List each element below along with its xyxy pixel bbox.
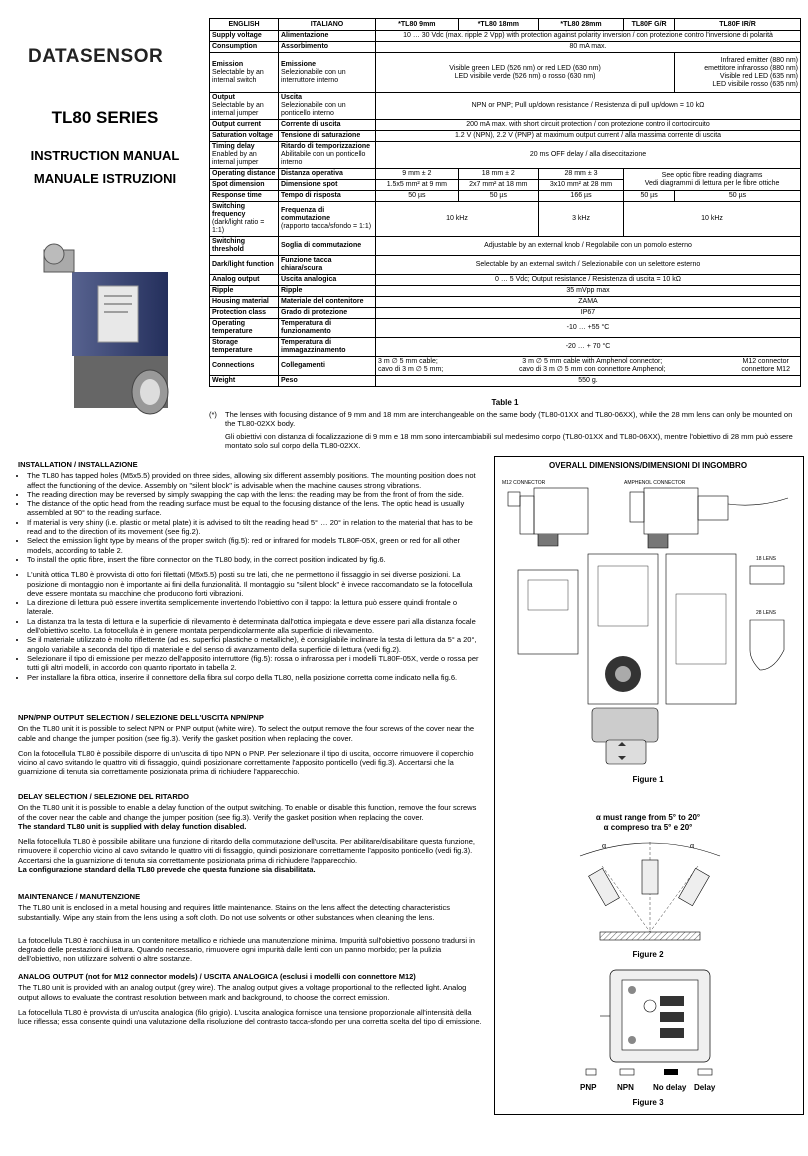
spec-table <box>209 18 801 387</box>
list-item: • The reading direction may be reversed by simply swapping the cap with the lens: the reading may be from the front of from the side. <box>27 490 484 499</box>
row-value: ZAMA <box>376 297 801 308</box>
datasensor-logo <box>28 46 163 68</box>
row-label-en: Operating distance <box>210 169 279 180</box>
row-label-it: Tempo di risposta <box>279 191 376 202</box>
installation-it-list <box>18 570 484 682</box>
table-row <box>210 256 801 275</box>
table-row <box>210 93 801 120</box>
row-label-it: Ripple <box>279 286 376 297</box>
table-row <box>210 297 801 308</box>
value-fibre: 10 kHz <box>624 202 801 237</box>
row-label-en: Spot dimension <box>210 180 279 191</box>
row-label-en <box>210 53 279 93</box>
lens28-label: 28 LENS <box>756 610 777 616</box>
row-label-it <box>279 202 376 237</box>
table-row <box>210 376 801 387</box>
table-row <box>210 202 801 237</box>
value-28mm: 3x10 mm² at 28 mm <box>538 180 623 191</box>
label-sub: (dark/light ratio = 1:1) <box>212 219 265 234</box>
table-note <box>209 410 801 454</box>
note-it: Gli obiettivi con distanza di focalizzazione di 9 mm e 18 mm sono intercambiabili sul medesimo corpo (TL80-01XX and TL80-06XX), mentre l'obiettivo di 28 mm può essere montato solo sul corpo della TL80-02XX. <box>225 432 793 450</box>
row-label-it: Tensione di saturazione <box>279 131 376 142</box>
row-label-en: Weight <box>210 376 279 387</box>
row-label-en <box>210 202 279 237</box>
table-row <box>210 191 801 202</box>
value-line: cavo di 3 m ∅ 5 mm con connettore Amphenol; <box>519 366 666 373</box>
row-label-it <box>279 53 376 93</box>
conn-cable <box>378 358 443 374</box>
series-title: TL80 SERIES <box>51 108 159 127</box>
figure2-drawing <box>560 836 740 946</box>
alpha-range-it: α compreso tra 5° e 20° <box>603 823 693 832</box>
delay-label: Delay <box>694 1083 716 1092</box>
row-value <box>376 53 675 93</box>
list-item: • Selezionare il tipo di emissione per mezzo dell'apposito interruttore (fig.5): rossa o infrarossa per i modelli TL80F-05X, verde o rossa per tutti gli altri modelli, in accordo con quanto riportato in tabella 2. <box>27 654 484 673</box>
label-main: Switching frequency <box>212 203 246 218</box>
value-line: LED visibile rosso (635 nm) <box>712 80 798 88</box>
row-label-en <box>210 93 279 120</box>
row-value: Selectable by an external switch / Selezionabile con un selettore esterno <box>376 256 801 275</box>
row-value: 20 ms OFF delay / alla diseccitazione <box>376 142 801 169</box>
row-label-en <box>210 142 279 169</box>
row-label-it: Distanza operativa <box>279 169 376 180</box>
value-9mm: 9 mm ± 2 <box>376 169 459 180</box>
label-sub: Enabled by an internal jumper <box>212 151 259 166</box>
table-row <box>210 308 801 319</box>
row-label-it: Soglia di commutazione <box>279 237 376 256</box>
value-28mm: 28 mm ± 3 <box>538 169 623 180</box>
list-item: • L'unità ottica TL80 è provvista di otto fori filettati (M5x5.5) posti su tre lati, che ne permettono il fissaggio in sei diverse posizioni. La posizione di montaggio non è importante ai fini della funzionalità. Il montaggio su "silent block" è invece raccomandato se la fotocellula deve essere montata su macchine che producono forti vibrazioni. <box>27 570 484 598</box>
value-9-18mm: 10 kHz <box>376 202 539 237</box>
row-label-en: Protection class <box>210 308 279 319</box>
row-label-en: Ripple <box>210 286 279 297</box>
row-label-en: Saturation voltage <box>210 131 279 142</box>
conn-m12 <box>741 358 798 374</box>
row-label-en: Connections <box>210 357 279 376</box>
product-photo <box>28 232 188 422</box>
table-row <box>210 31 801 42</box>
paragraph-it: La fotocellula TL80 è racchiusa in un contenitore metallico e richiede una manutenzione minima. Impurità sull'obiettivo possono tradursi in degrado delle prestazioni di lettura. Quando necessario, rimuovere ogni impurità dalle lenti con un panno morbido; per la pulizia dell'obiettivo, non utilizzare solventi o altre sostanze. <box>18 935 475 964</box>
label-sub: Abilitabile con un ponticello interno <box>281 151 366 166</box>
label-sub: Selezionabile con un interruttore interno <box>281 68 346 84</box>
col-firr: TL80F IR/R <box>675 19 801 31</box>
table-row <box>210 120 801 131</box>
list-item: • Per installare la fibra ottica, inserire il connettore della fibra sul corpo della TL80, nella posizione corretta come indicato nella fig.6. <box>27 673 484 682</box>
table-row <box>210 42 801 53</box>
manual-title-en: INSTRUCTION MANUAL <box>30 148 180 163</box>
label-sub: Selezionabile con un ponticello interno <box>281 102 346 117</box>
row-label-it: Materiale del contenitore <box>279 297 376 308</box>
value-line: 3 m ∅ 5 mm cable; <box>378 358 438 365</box>
list-item: • La distanza tra la testa di lettura e la superficie di rilevamento è determinata dall'ottica impiegata e deve essere pari alla distanza focale dell'obiettivo scelto. La fotocellula è in genere montata perpendicolarmente alla superficie di rilevamento. <box>27 617 484 636</box>
section-title: MAINTENANCE / MANUTENZIONE <box>18 892 141 901</box>
table-row <box>210 169 801 180</box>
npn-section <box>18 713 484 780</box>
value-firr: 50 µs <box>675 191 801 202</box>
label-main: Frequenza di commutazione <box>281 207 331 222</box>
paragraph-it: Con la fotocellula TL80 è possibile disporre di un'uscita di tipo NPN o PNP. Per selezionare il tipo di uscita, occorre rimuovere il coperchio vicino al cavo svitando le quattro viti di fissaggio, quindi posizionare correttamente l'apposito ponticello (vedi fig.3). Accertarsi che la guarnizione di tenuta sia correttamente posizionata prima di richiudere l'apparecchio. <box>18 748 474 777</box>
value-line: Visible red LED (635 nm) <box>719 72 798 80</box>
value-line: cavo di 3 m ∅ 5 mm; <box>378 366 444 373</box>
col-fgr: TL80F G/R <box>624 19 675 31</box>
row-value: 80 mA max. <box>376 42 801 53</box>
pnp-label: PNP <box>580 1083 597 1092</box>
paragraph-it: La fotocellula TL80 è provvista di un'uscita analogica (filo grigio). L'uscita analogica fornisce una tensione proporzionale all'intensità della luce riflessa; essa consente quindi una valutazione della risoluzione del contrasto tacca-sfondo per una corretta scelta del tipo di emissione. <box>18 1007 482 1027</box>
figure2-caption: Figure 2 <box>632 950 664 959</box>
value-18mm: 2x7 mm² at 18 mm <box>458 180 538 191</box>
value-28mm: 3 kHz <box>538 202 623 237</box>
list-item: • Select the emission light type by means of the proper switch (fig.5): red or infrared for models TL80F-05X, green or red for all other models, according to table 2. <box>27 536 484 555</box>
value-9mm: 50 µs <box>376 191 459 202</box>
amphenol-label: AMPHENOL CONNECTOR <box>624 480 686 486</box>
alpha-right: α <box>690 841 695 850</box>
section-title: ANALOG OUTPUT (not for M12 connector models) / USCITA ANALOGICA (esclusi i modelli con connettore M12) <box>18 972 416 981</box>
row-value <box>376 357 801 376</box>
note-en: The lenses with focusing distance of 9 mm and 18 mm are interchangeable on the same body (TL80-01XX and TL80-06XX), while the 28 mm lens can only be mounted on the TL80-02XX body. <box>225 410 793 428</box>
row-value: 10 … 30 Vdc (max. ripple 2 Vpp) with protection against polarity inversion / con protezione contro l'inversione di polarità <box>376 31 801 42</box>
figure1-drawing <box>498 474 798 770</box>
list-item: • If material is very shiny (i.e. plastic or metal plate) it is advised to tilt the reading head 5° … 20° in relation to the material that has to be read and to the direction of its movement (see fig.2). <box>27 518 484 537</box>
list-item: • Se il materiale utilizzato è molto riflettente (ad es. superfici plastiche o metalliche), è consigliabile inclinare la testa di lettura da 5° a 20°, angolo variabile a seconda del tipo di materiale e del senso di avanzamento della superficie di lettura (vedi fig.2). <box>27 635 484 654</box>
row-label-it: Dimensione spot <box>279 180 376 191</box>
delay-section <box>18 792 484 877</box>
col-18mm: *TL80 18mm <box>458 19 538 31</box>
section-title: DELAY SELECTION / SELEZIONE DEL RITARDO <box>18 792 189 801</box>
label-main: Output <box>212 94 235 101</box>
label-sub: (rapporto tacca/sfondo = 1:1) <box>281 223 372 230</box>
row-label-it: Assorbimento <box>279 42 376 53</box>
label-main: Ritardo di temporizzazione <box>281 143 371 150</box>
row-label-en: Switching threshold <box>210 237 279 256</box>
label-sub: Selectable by an internal switch <box>212 68 264 84</box>
row-label-it: Temperatura di funzionamento <box>279 319 376 338</box>
value-9mm: 1.5x5 mm² at 9 mm <box>376 180 459 191</box>
value-28mm: 166 µs <box>538 191 623 202</box>
lens18-label: 18 LENS <box>756 556 777 562</box>
analog-section <box>18 972 484 1029</box>
table-header-row <box>210 19 801 31</box>
paragraph-en: On the TL80 unit it is possible to enable a delay function of the output switching. To enable or disable this function, remove the four screws of the cover near the cable and change the jumper position (see fig.3). Verify the gasket position when replacing the cover. <box>18 803 477 822</box>
row-label-en: Dark/light function <box>210 256 279 275</box>
logo-text: DATASENSOR <box>28 46 164 67</box>
figure2-label <box>494 813 802 833</box>
row-label-it: Collegamenti <box>279 357 376 376</box>
row-value: 0 … 5 Vdc; Output resistance / Resistenza di uscita = 10 kΩ <box>376 275 801 286</box>
value-line: connettore M12 <box>741 366 790 373</box>
row-label-it: Temperatura di immagazzinamento <box>279 338 376 357</box>
table-caption: Table 1 <box>491 398 519 407</box>
row-label-it: Corrente di uscita <box>279 120 376 131</box>
npn-label: NPN <box>617 1083 634 1092</box>
row-value: 1.2 V (NPN), 2.2 V (PNP) at maximum output current / alla massima corrente di uscita <box>376 131 801 142</box>
list-item: • The TL80 has tapped holes (M5x5.5) provided on three sides, allowing six different assembly positions. The mounting position does not affect the functioning of the device. Assembly on "silent block" is advisable when the machine causes strong vibrations. <box>27 471 484 490</box>
list-item: • To install the optic fibre, insert the fibre connector on the TL80 body, in the correct position indicated by fig.6. <box>27 555 484 564</box>
table-row <box>210 142 801 169</box>
col-italiano: ITALIANO <box>279 19 376 31</box>
conn-amphenol <box>519 358 666 374</box>
row-value: -10 … +55 °C <box>376 319 801 338</box>
row-label-it: Funzione tacca chiara/scura <box>279 256 376 275</box>
row-label-it: Peso <box>279 376 376 387</box>
row-label-it: Grado di protezione <box>279 308 376 319</box>
value-line: 3 m ∅ 5 mm cable with Amphenol connector; <box>522 358 663 365</box>
value-line: Infrared emitter (880 nm) <box>720 56 798 64</box>
paragraph-it-bold: La configurazione standard della TL80 prevede che questa funzione sia disabilitata. <box>18 865 316 875</box>
table-row <box>210 237 801 256</box>
table-row <box>210 338 801 357</box>
section-title: INSTALLATION / INSTALLAZIONE <box>18 460 138 469</box>
row-label-it <box>279 93 376 120</box>
row-label-en: Analog output <box>210 275 279 286</box>
maintenance-section <box>18 892 484 967</box>
row-value: -20 … + 70 °C <box>376 338 801 357</box>
table-row <box>210 53 801 93</box>
installation-en-list <box>18 471 484 564</box>
value-line: See optic fibre reading diagrams <box>661 171 763 179</box>
list-item: • The distance of the optic head from the reading surface must be equal to the focusing distance of the lens. The optic head is usually assembled at 90° to the reading surface. <box>27 499 484 518</box>
row-label-en: Operating temperature <box>210 319 279 338</box>
figure3-drawing <box>600 966 720 1066</box>
value-18mm: 18 mm ± 2 <box>458 169 538 180</box>
jumper-symbols <box>580 1067 730 1081</box>
label-sub: Selectable by an internal jumper <box>212 102 264 117</box>
row-label-it: Uscita analogica <box>279 275 376 286</box>
paragraph-en: On the TL80 unit it is possible to select NPN or PNP output (white wire). To select the output remove the four screws of the cover near the cable and change the jumper position (see fig.3). Verify the gasket position when replacing the cover. <box>18 724 475 743</box>
section-title: NPN/PNP OUTPUT SELECTION / SELEZIONE DELL'USCITA NPN/PNP <box>18 713 264 722</box>
row-label-en: Housing material <box>210 297 279 308</box>
manual-title-it: MANUALE ISTRUZIONI <box>33 171 177 186</box>
alpha-range-en: α must range from 5° to 20° <box>595 813 701 822</box>
list-item: • La direzione di lettura può essere invertita semplicemente invertendo l'obiettivo con il tappo: la lettura può essere quindi frontale o laterale. <box>27 598 484 617</box>
row-value: IP67 <box>376 308 801 319</box>
value-18mm: 50 µs <box>458 191 538 202</box>
m12-label: M12 CONNECTOR <box>502 480 546 486</box>
row-label-it <box>279 142 376 169</box>
alpha-left: α <box>602 841 607 850</box>
figure3-caption: Figure 3 <box>632 1098 664 1107</box>
row-value: Adjustable by an external knob / Regolabile con un pomolo esterno <box>376 237 801 256</box>
col-28mm: *TL80 28mm <box>538 19 623 31</box>
paragraph-en: The TL80 unit is enclosed in a metal housing and requires little maintenance. Stains on the lens affect the detecting characteristics substantially. Wipe any stain from the lens using a soft cloth. Do not use solvents or other substances when cleaning the lens. <box>18 903 451 922</box>
table-row <box>210 357 801 376</box>
row-label-en: Consumption <box>210 42 279 53</box>
nodelay-label: No delay <box>653 1083 687 1092</box>
table-row <box>210 275 801 286</box>
value-line: Visible green LED (526 nm) or red LED (630 nm) <box>449 64 601 72</box>
paragraph-en: The TL80 unit is provided with an analog output (grey wire). The analog output gives a voltage proportional to the reflected light. Analog output allows to evaluate the contrast resolution between mark and background, to choose the correct emission. <box>18 983 467 1002</box>
value-fibre <box>624 169 801 191</box>
row-label-en: Output current <box>210 120 279 131</box>
value-line: LED visibile verde (526 nm) o rosso (630 nm) <box>454 72 596 80</box>
figures-title: OVERALL DIMENSIONS/DIMENSIONI DI INGOMBRO <box>548 461 748 470</box>
row-value: 35 mVpp max <box>376 286 801 297</box>
label-main: Emissione <box>281 60 317 68</box>
row-label-en: Storage temperature <box>210 338 279 357</box>
value-line: emettitore infrarosso (880 nm) <box>704 64 798 72</box>
table-row <box>210 286 801 297</box>
row-value: 550 g. <box>376 376 801 387</box>
figure1-caption: Figure 1 <box>632 775 664 784</box>
installation-section <box>18 460 484 682</box>
row-label-en: Response time <box>210 191 279 202</box>
col-9mm: *TL80 9mm <box>376 19 459 31</box>
row-value: 200 mA max. with short circuit protection / con protezione contro il cortocircuito <box>376 120 801 131</box>
col-english: ENGLISH <box>210 19 279 31</box>
row-value-ir <box>675 53 801 93</box>
value-fgr: 50 µs <box>624 191 675 202</box>
paragraph-en-bold: The standard TL80 unit is supplied with delay function disabled. <box>18 821 247 831</box>
value-line: M12 connector <box>742 358 789 365</box>
label-main: Timing delay <box>212 143 255 150</box>
value-line: Vedi diagrammi di lettura per le fibre ottiche <box>644 179 780 187</box>
table-row <box>210 319 801 338</box>
row-value: NPN or PNP; Pull up/down resistance / Resistenza di pull up/down = 10 kΩ <box>376 93 801 120</box>
note-star: (*) <box>209 410 217 419</box>
table-row <box>210 131 801 142</box>
row-label-en: Supply voltage <box>210 31 279 42</box>
paragraph-it: Nella fotocellula TL80 è possibile abilitare una funzione di ritardo della commutazione dell'uscita. Per abilitare/disabilitare questa funzione, rimuovere il coperchio vicino al cavo svitando le quattro viti di fissaggio, quindi posizionare correttamente l'apposito ponticello (vedi fig.3). Accertarsi che la guarnizione di tenuta sia correttamente posizionata prima di richiudere l'apparecchio. <box>18 837 475 865</box>
row-label-it: Alimentazione <box>279 31 376 42</box>
label-main: Uscita <box>281 94 303 101</box>
label-main: Emission <box>212 60 244 68</box>
